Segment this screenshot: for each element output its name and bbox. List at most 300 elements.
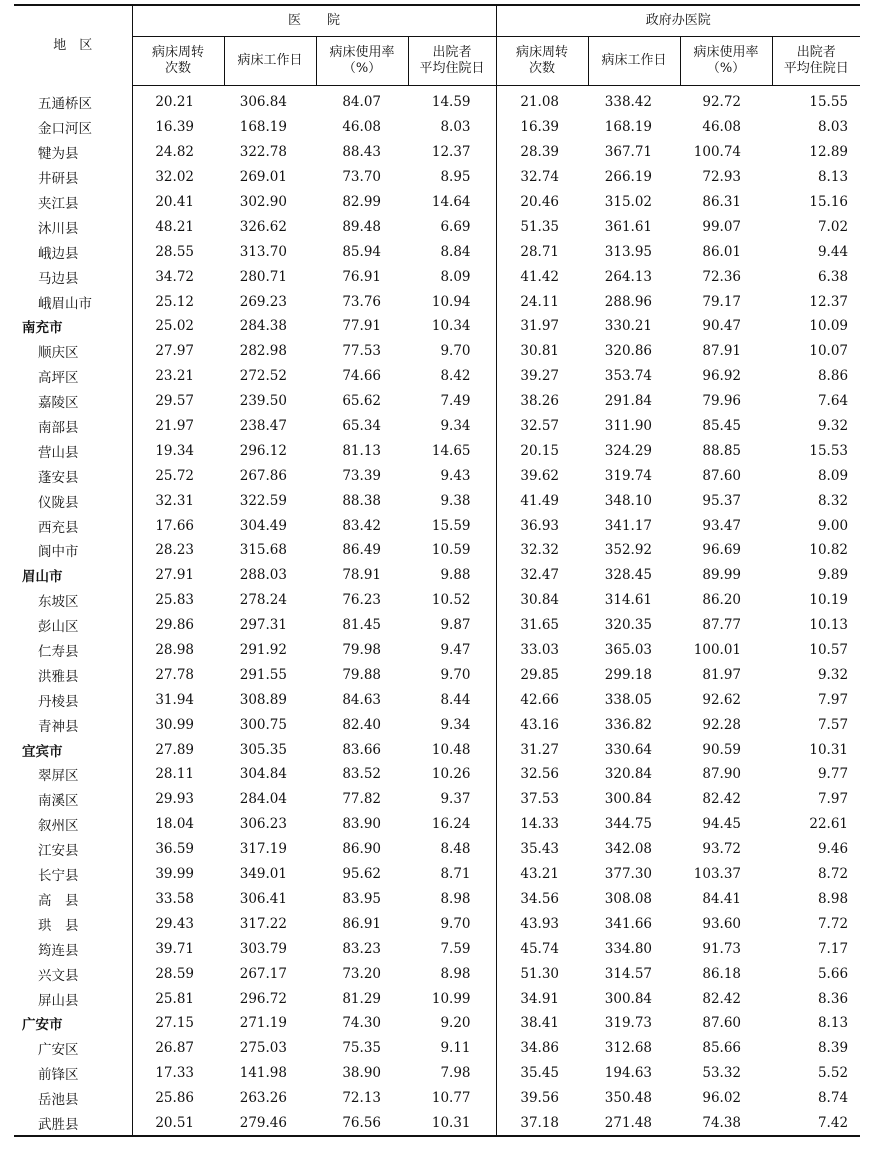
value-cell: 297.31 [239, 617, 287, 634]
value-cell: 32.31 [132, 488, 224, 513]
value-cell: 8.71 [440, 866, 471, 883]
region-name-cell: 夹江县 [38, 196, 79, 212]
value-cell: 308.89 [239, 691, 287, 708]
value-cell: 9.37 [440, 791, 471, 808]
value-cell: 306.84 [239, 94, 287, 111]
value-cell: 9.77 [817, 766, 849, 783]
value-cell: 7.42 [772, 1111, 860, 1137]
region-name-cell: 峨边县 [38, 245, 79, 262]
region-name-cell: 南充市 [22, 320, 63, 337]
value-cell: 5.52 [817, 1065, 849, 1082]
value-cell: 302.90 [239, 194, 287, 210]
region-name-cell: 广安市 [22, 1017, 63, 1034]
region-name-cell: 翠屏区 [38, 768, 79, 785]
region-name-cell: 阆中市 [38, 544, 79, 561]
value-cell: 26.87 [132, 1036, 224, 1061]
value-cell: 239.50 [239, 393, 287, 410]
value-cell: 36.59 [132, 837, 224, 862]
value-cell: 264.13 [604, 268, 653, 285]
value-cell: 31.94 [132, 687, 224, 712]
table-row [14, 165, 860, 190]
value-cell: 28.98 [132, 638, 224, 663]
value-cell: 9.87 [440, 617, 471, 634]
col-header-turnover: 病床周转 次数 [132, 37, 224, 86]
col-header-avg-stay: 出院者 平均住院日 [408, 37, 496, 86]
value-cell: 79.96 [702, 393, 742, 410]
region-name-cell: 金口河区 [38, 121, 92, 138]
value-cell: 284.04 [239, 791, 287, 808]
value-cell: 348.10 [604, 492, 653, 509]
value-cell: 141.98 [239, 1065, 287, 1082]
value-cell: 9.34 [440, 716, 471, 733]
value-cell: 311.90 [604, 418, 653, 435]
value-cell: 32.56 [496, 762, 588, 787]
value-cell: 12.89 [809, 144, 849, 161]
value-cell: 32.74 [496, 165, 588, 190]
table-row [14, 613, 860, 638]
value-cell: 334.80 [604, 940, 653, 957]
value-cell: 90.47 [702, 318, 742, 335]
value-cell: 8.95 [440, 169, 471, 186]
value-cell: 25.12 [132, 289, 224, 314]
value-cell: 14.59 [431, 94, 471, 111]
value-cell: 34.56 [496, 887, 588, 912]
value-cell: 266.19 [604, 169, 653, 186]
city-row [14, 563, 860, 588]
region-name-cell: 彭山区 [38, 619, 79, 636]
value-cell: 29.57 [132, 389, 224, 414]
value-cell: 81.45 [342, 617, 381, 634]
region-name-cell: 宜宾市 [22, 743, 63, 760]
region-name-cell: 眉山市 [22, 569, 63, 586]
value-cell: 83.66 [342, 741, 381, 758]
value-cell: 288.96 [604, 293, 653, 310]
value-cell: 86.91 [342, 915, 381, 932]
value-cell: 338.42 [604, 94, 653, 111]
value-cell: 87.60 [702, 467, 742, 484]
value-cell: 320.35 [604, 617, 653, 634]
value-cell: 83.90 [342, 816, 381, 833]
value-cell: 87.60 [702, 1015, 742, 1032]
table-row [14, 687, 860, 712]
table-row [14, 264, 860, 289]
value-cell: 269.23 [239, 293, 287, 310]
table-row [14, 1036, 860, 1061]
value-cell: 10.99 [431, 990, 471, 1007]
value-cell: 20.46 [496, 190, 588, 215]
value-cell: 7.64 [817, 393, 849, 410]
region-name-cell: 南溪区 [38, 793, 79, 810]
value-cell: 29.85 [496, 662, 588, 687]
value-cell: 35.45 [496, 1061, 588, 1086]
value-cell: 9.32 [817, 666, 849, 683]
value-cell: 5.66 [817, 965, 849, 982]
value-cell: 30.81 [496, 339, 588, 364]
region-name-cell: 仁寿县 [38, 644, 79, 661]
region-name-cell: 沐川县 [38, 220, 79, 237]
table-row [14, 214, 860, 239]
value-cell: 83.95 [342, 890, 381, 907]
col-header-turnover: 病床周转 次数 [496, 37, 588, 86]
value-cell: 92.28 [702, 716, 742, 733]
value-cell: 19.34 [132, 438, 224, 463]
region-name-cell: 东坡区 [38, 594, 79, 611]
value-cell: 7.02 [817, 218, 849, 235]
value-cell: 10.77 [431, 1090, 471, 1107]
col-header-usage-rate: 病床使用率 （%） [680, 37, 772, 86]
value-cell: 16.24 [431, 816, 471, 833]
value-cell: 342.08 [604, 841, 653, 858]
value-cell: 8.32 [817, 492, 849, 509]
region-name-cell: 江安县 [38, 843, 79, 860]
value-cell: 90.59 [702, 741, 742, 758]
value-cell: 95.37 [702, 492, 742, 509]
value-cell: 96.69 [702, 542, 742, 559]
value-cell: 20.15 [496, 438, 588, 463]
value-cell: 168.19 [604, 119, 653, 136]
value-cell: 43.21 [496, 862, 588, 887]
value-cell: 9.88 [440, 567, 471, 584]
value-cell: 45.74 [496, 936, 588, 961]
value-cell: 238.47 [239, 418, 287, 435]
value-cell: 9.70 [440, 666, 471, 683]
value-cell: 7.17 [817, 940, 849, 957]
value-cell: 10.59 [431, 542, 471, 559]
table-header [14, 5, 860, 86]
value-cell: 10.13 [809, 617, 849, 634]
value-cell: 279.46 [224, 1111, 316, 1137]
value-cell: 291.55 [239, 666, 287, 683]
table-row [14, 339, 860, 364]
value-cell: 73.76 [342, 293, 381, 310]
value-cell: 93.47 [702, 517, 742, 534]
value-cell: 269.01 [239, 169, 287, 186]
value-cell: 18.04 [132, 812, 224, 837]
value-cell: 8.48 [440, 841, 471, 858]
value-cell: 38.90 [342, 1065, 381, 1082]
value-cell: 29.93 [132, 787, 224, 812]
value-cell: 8.86 [817, 368, 849, 385]
value-cell: 284.38 [239, 318, 287, 335]
value-cell: 367.71 [604, 144, 653, 161]
value-cell: 36.93 [496, 513, 588, 538]
value-cell: 8.98 [440, 965, 471, 982]
value-cell: 34.86 [496, 1036, 588, 1061]
value-cell: 300.84 [604, 791, 653, 808]
value-cell: 308.08 [604, 890, 653, 907]
value-cell: 8.36 [817, 990, 849, 1007]
value-cell: 303.79 [239, 940, 287, 957]
value-cell: 87.77 [702, 617, 742, 634]
value-cell: 10.31 [809, 741, 849, 758]
value-cell: 9.46 [817, 841, 849, 858]
value-cell: 317.22 [239, 915, 287, 932]
value-cell: 9.44 [817, 243, 849, 260]
value-cell: 7.49 [440, 393, 471, 410]
value-cell: 314.61 [604, 592, 653, 609]
value-cell: 51.30 [496, 961, 588, 986]
value-cell: 6.69 [440, 218, 471, 235]
table-row [14, 364, 860, 389]
value-cell: 306.23 [239, 816, 287, 833]
region-name-cell: 岳池县 [38, 1092, 79, 1109]
value-cell: 296.72 [239, 990, 287, 1007]
value-cell: 299.18 [604, 666, 653, 683]
value-cell: 39.62 [496, 463, 588, 488]
value-cell: 306.41 [239, 890, 287, 907]
value-cell: 38.41 [496, 1011, 588, 1036]
value-cell: 79.98 [342, 642, 381, 659]
value-cell: 33.58 [132, 887, 224, 912]
value-cell: 46.08 [342, 119, 381, 136]
value-cell: 7.57 [817, 716, 849, 733]
table-row [14, 862, 860, 887]
table-row [14, 961, 860, 986]
value-cell: 34.91 [496, 986, 588, 1011]
value-cell: 338.05 [604, 691, 653, 708]
table-row [14, 1086, 860, 1111]
value-cell: 73.70 [342, 169, 381, 186]
value-cell: 77.53 [342, 343, 381, 360]
region-name-cell: 叙州区 [38, 818, 79, 835]
value-cell: 288.03 [239, 567, 287, 584]
col-header-usage-rate: 病床使用率 （%） [316, 37, 408, 86]
table-row [14, 1111, 860, 1137]
value-cell: 29.86 [132, 613, 224, 638]
region-name-cell: 高 县 [38, 892, 79, 909]
value-cell: 41.49 [496, 488, 588, 513]
value-cell: 39.71 [132, 936, 224, 961]
value-cell: 9.11 [440, 1040, 471, 1057]
value-cell: 25.02 [132, 314, 224, 339]
table-row [14, 414, 860, 439]
value-cell: 87.91 [702, 343, 742, 360]
col-header-workdays: 病床工作日 [224, 37, 316, 86]
value-cell: 74.30 [342, 1015, 381, 1032]
value-cell: 320.86 [604, 343, 653, 360]
table-row [14, 588, 860, 613]
table-row [14, 86, 860, 115]
value-cell: 86.31 [702, 194, 742, 210]
value-cell: 291.92 [239, 642, 287, 659]
value-cell: 65.62 [342, 393, 381, 410]
region-name-cell: 井研县 [38, 171, 79, 188]
table-row [14, 513, 860, 538]
value-cell: 14.65 [431, 442, 471, 459]
value-cell: 291.84 [604, 393, 653, 410]
table-row [14, 812, 860, 837]
value-cell: 336.82 [604, 716, 653, 733]
value-cell: 322.59 [239, 492, 287, 509]
region-name-cell: 前锋区 [38, 1067, 79, 1084]
value-cell: 72.93 [702, 169, 742, 186]
value-cell: 86.18 [702, 965, 742, 982]
value-cell: 15.53 [809, 442, 849, 459]
value-cell: 12.37 [809, 293, 849, 310]
value-cell: 100.74 [693, 144, 742, 161]
value-cell: 313.95 [604, 243, 653, 260]
value-cell: 320.84 [604, 766, 653, 783]
value-cell: 85.45 [702, 418, 742, 435]
value-cell: 25.72 [132, 463, 224, 488]
value-cell: 377.30 [604, 866, 653, 883]
value-cell: 21.97 [132, 414, 224, 439]
value-cell: 27.91 [132, 563, 224, 588]
table-row [14, 936, 860, 961]
value-cell: 81.13 [342, 442, 381, 459]
value-cell: 9.43 [440, 467, 471, 484]
value-cell: 8.98 [440, 890, 471, 907]
table-row [14, 438, 860, 463]
value-cell: 194.63 [604, 1065, 653, 1082]
value-cell: 75.35 [342, 1040, 381, 1057]
value-cell: 8.39 [817, 1040, 849, 1057]
value-cell: 32.02 [132, 165, 224, 190]
value-cell: 82.99 [342, 194, 381, 210]
value-cell: 8.13 [817, 1015, 849, 1032]
value-cell: 10.94 [431, 293, 471, 310]
value-cell: 275.03 [239, 1040, 287, 1057]
region-name-cell: 洪雅县 [38, 668, 79, 685]
value-cell: 29.43 [132, 911, 224, 936]
region-name-cell: 广安区 [38, 1042, 79, 1059]
value-cell: 10.26 [431, 766, 471, 783]
value-cell: 10.48 [431, 741, 471, 758]
value-cell: 9.70 [440, 915, 471, 932]
value-cell: 10.09 [809, 318, 849, 335]
value-cell: 92.62 [702, 691, 742, 708]
value-cell: 8.09 [440, 268, 471, 285]
table-row [14, 190, 860, 215]
value-cell: 43.16 [496, 712, 588, 737]
value-cell: 15.59 [431, 517, 471, 534]
value-cell: 330.21 [604, 318, 653, 335]
value-cell: 23.21 [132, 364, 224, 389]
col-header-workdays: 病床工作日 [588, 37, 680, 86]
value-cell: 91.73 [702, 940, 742, 957]
value-cell: 22.61 [809, 816, 849, 833]
value-cell: 86.01 [702, 243, 742, 260]
table-row [14, 662, 860, 687]
value-cell: 88.43 [342, 144, 381, 161]
region-name-cell: 蓬安县 [38, 469, 79, 486]
value-cell: 73.39 [342, 467, 381, 484]
city-row [14, 314, 860, 339]
value-cell: 82.42 [702, 791, 742, 808]
value-cell: 100.01 [693, 642, 742, 659]
value-cell: 85.66 [702, 1040, 742, 1057]
value-cell: 78.91 [342, 567, 381, 584]
region-name-cell: 西充县 [38, 519, 79, 536]
value-cell: 8.72 [817, 866, 849, 883]
value-cell: 32.47 [496, 563, 588, 588]
value-cell: 39.27 [496, 364, 588, 389]
value-cell: 361.61 [604, 218, 653, 235]
value-cell: 85.94 [342, 243, 381, 260]
value-cell: 27.97 [132, 339, 224, 364]
table-body [14, 86, 860, 1137]
value-cell: 38.26 [496, 389, 588, 414]
value-cell: 8.98 [817, 890, 849, 907]
value-cell: 89.48 [342, 218, 381, 235]
region-name-cell: 嘉陵区 [38, 395, 79, 412]
region-column-header: 地 区 [53, 37, 93, 53]
value-cell: 8.44 [440, 691, 471, 708]
value-cell: 20.41 [132, 190, 224, 215]
value-cell: 24.82 [132, 140, 224, 165]
value-cell: 330.64 [604, 741, 653, 758]
region-name-cell: 武胜县 [14, 1111, 132, 1137]
table-row [14, 115, 860, 140]
table-row [14, 1061, 860, 1086]
value-cell: 328.45 [604, 567, 653, 584]
value-cell: 27.15 [132, 1011, 224, 1036]
value-cell: 74.66 [342, 368, 381, 385]
value-cell: 10.07 [809, 343, 849, 360]
value-cell: 300.75 [239, 716, 287, 733]
value-cell: 79.88 [342, 666, 381, 683]
region-name-cell: 丹棱县 [38, 693, 79, 710]
value-cell: 48.21 [132, 214, 224, 239]
value-cell: 43.93 [496, 911, 588, 936]
value-cell: 271.19 [239, 1015, 287, 1032]
value-cell: 95.62 [342, 866, 381, 883]
value-cell: 93.72 [702, 841, 742, 858]
region-name-cell: 兴文县 [38, 967, 79, 984]
value-cell: 9.32 [817, 418, 849, 435]
value-cell: 8.03 [817, 119, 849, 136]
value-cell: 37.53 [496, 787, 588, 812]
value-cell: 8.03 [440, 119, 471, 136]
value-cell: 51.35 [496, 214, 588, 239]
region-name-cell: 仪陇县 [38, 494, 79, 511]
value-cell: 305.35 [239, 741, 287, 758]
region-name-cell: 屏山县 [38, 992, 79, 1009]
table-row [14, 463, 860, 488]
value-cell: 53.32 [702, 1065, 742, 1082]
value-cell: 31.65 [496, 613, 588, 638]
table-row [14, 239, 860, 264]
value-cell: 267.17 [239, 965, 287, 982]
table-row [14, 140, 860, 165]
region-name-cell: 筠连县 [38, 942, 79, 959]
value-cell: 278.24 [239, 592, 287, 609]
value-cell: 20.21 [132, 86, 224, 115]
value-cell: 96.92 [702, 368, 742, 385]
region-name-cell: 南部县 [38, 420, 79, 437]
table-row [14, 986, 860, 1011]
table-row [14, 837, 860, 862]
region-name-cell: 青神县 [38, 718, 79, 735]
value-cell: 8.13 [817, 169, 849, 186]
value-cell: 24.11 [496, 289, 588, 314]
value-cell: 76.23 [342, 592, 381, 609]
table-row [14, 887, 860, 912]
value-cell: 14.64 [431, 194, 471, 210]
value-cell: 8.84 [440, 243, 471, 260]
value-cell: 9.34 [440, 418, 471, 435]
value-cell: 81.29 [342, 990, 381, 1007]
city-row [14, 737, 860, 762]
value-cell: 296.12 [239, 442, 287, 459]
government-hospital-group-header: 政府办医院 [496, 5, 860, 37]
value-cell: 32.57 [496, 414, 588, 439]
value-cell: 16.39 [132, 115, 224, 140]
value-cell: 352.92 [604, 542, 653, 559]
value-cell: 304.49 [239, 517, 287, 534]
value-cell: 77.82 [342, 791, 381, 808]
value-cell: 324.29 [604, 442, 653, 459]
